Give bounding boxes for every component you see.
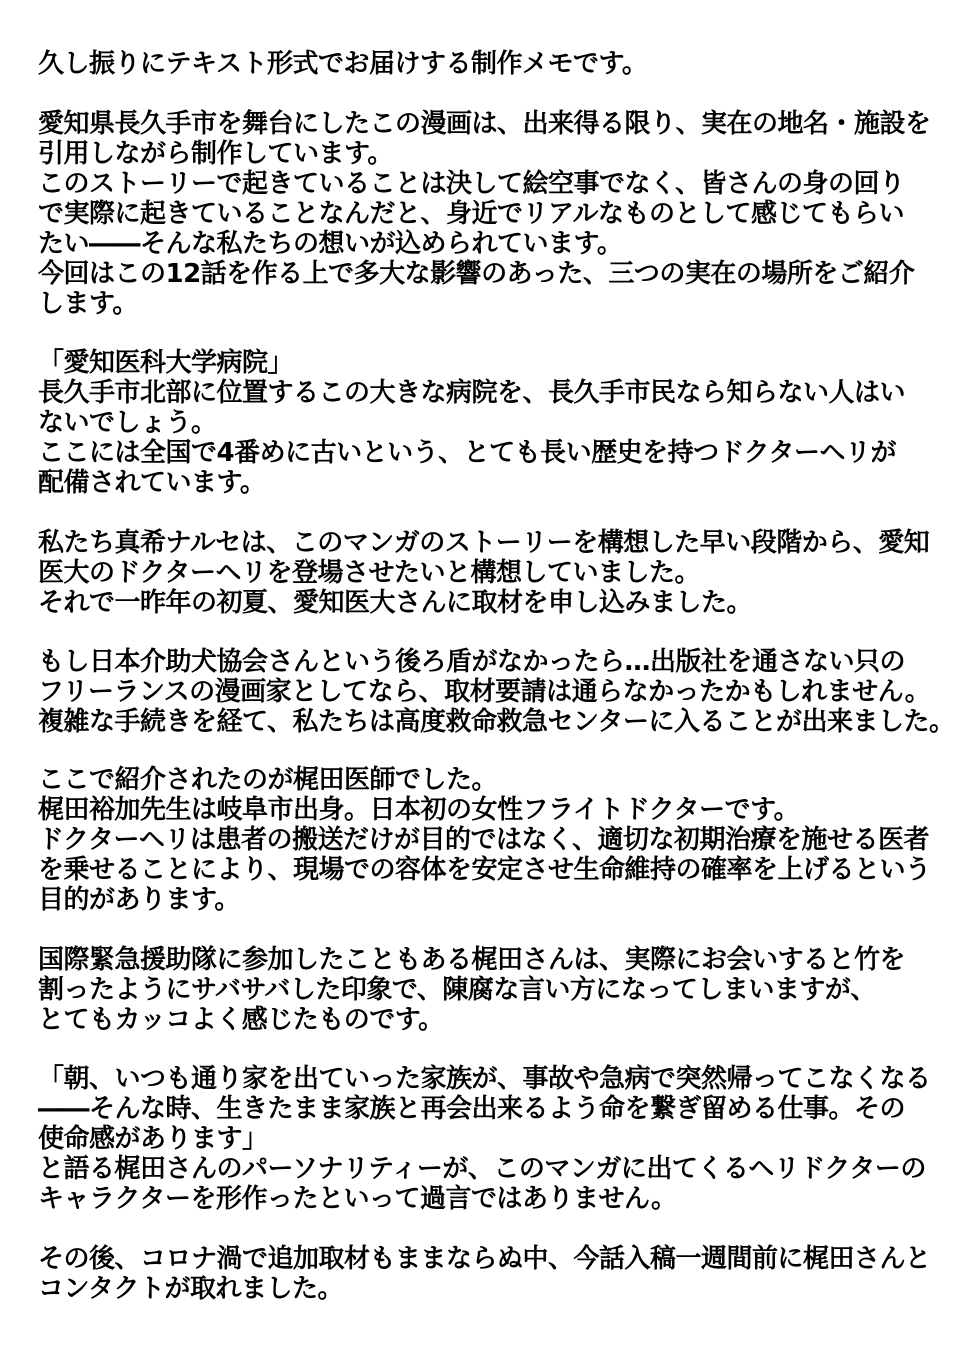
quote-line: ――そんな時、生きたまま家族と再会出来るよう命を繋ぎ留める仕事。その bbox=[38, 1094, 906, 1124]
text-line: 引用しながら制作しています。 bbox=[38, 139, 393, 169]
text-line: その後、コロナ渦で追加取材もままならぬ中、今話入稿一週間前に梶田さんと bbox=[38, 1244, 931, 1274]
text-line: 今回はこの12話を作る上で多大な影響のあった、三つの実在の場所をご紹介 bbox=[38, 259, 915, 289]
text-line: ここで紹介されたのが梶田医師でした。 bbox=[38, 765, 498, 795]
section-heading: 「愛知医科大学病院」 bbox=[38, 348, 294, 378]
text-line: と語る梶田さんのパーソナリティーが、このマンガに出てくるヘリドクターの bbox=[38, 1154, 926, 1184]
text-line: それで一昨年の初夏、愛知医大さんに取材を申し込みました。 bbox=[38, 588, 753, 618]
text-line: たい――そんな私たちの想いが込められています。 bbox=[38, 229, 623, 259]
text-line: 割ったようにサバサバした印象で、陳腐な言い方になってしまいますが、 bbox=[38, 975, 876, 1005]
text-line: 梶田裕加先生は岐阜市出身。日本初の女性フライトドクターです。 bbox=[38, 795, 800, 825]
text-line: フリーランスの漫画家としてなら、取材要請は通らなかったかもしれません。 bbox=[38, 677, 931, 707]
text-line: で実際に起きていることなんだと、身近でリアルなものとして感じてもらい bbox=[38, 199, 904, 229]
quote-line: 使命感があります」 bbox=[38, 1124, 268, 1154]
text-line: 国際緊急援助隊に参加したこともある梶田さんは、実際にお会いすると竹を bbox=[38, 945, 906, 975]
text-line: コンタクトが取れました。 bbox=[38, 1274, 343, 1304]
text-line: を乗せることにより、現場での容体を安定させ生命維持の確率を上げるという bbox=[38, 855, 931, 885]
text-line: キャラクターを形作ったといって過言ではありません。 bbox=[38, 1184, 677, 1214]
text-line: ここには全国で4番めに古いという、とても長い歴史を持つドクターヘリが bbox=[38, 438, 897, 468]
text-line: 複雑な手続きを経て、私たちは高度救命救急センターに入ることが出来ました。 bbox=[38, 707, 955, 737]
text-line: このストーリーで起きていることは決して絵空事でなく、皆さんの身の回り bbox=[38, 169, 905, 199]
text-line: 配備されています。 bbox=[38, 468, 266, 498]
text-line: とてもカッコよく感じたものです。 bbox=[38, 1005, 444, 1035]
text-line: もし日本介助犬協会さんという後ろ盾がなかったら…出版社を通さない只の bbox=[38, 647, 906, 677]
text-line: 目的があります。 bbox=[38, 885, 240, 915]
text-line: 愛知県長久手市を舞台にしたこの漫画は、出来得る限り、実在の地名・施設を bbox=[38, 109, 931, 139]
text-line: 長久手市北部に位置するこの大きな病院を、長久手市民なら知らない人はい bbox=[38, 378, 906, 408]
text-line: 医大のドクターヘリを登場させたいと構想していました。 bbox=[38, 558, 700, 588]
text-line: 久し振りにテキスト形式でお届けする制作メモです。 bbox=[38, 49, 648, 79]
text-line: します。 bbox=[38, 289, 138, 319]
text-line: 私たち真希ナルセは、このマンガのストーリーを構想した早い段階から、愛知 bbox=[38, 528, 930, 558]
text-line: ドクターヘリは患者の搬送だけが目的ではなく、適切な初期治療を施せる医者 bbox=[38, 825, 929, 855]
text-line: ないでしょう。 bbox=[38, 408, 217, 438]
quote-line: 「朝、いつも通り家を出ていった家族が、事故や急病で突然帰ってこなくなる bbox=[38, 1064, 931, 1094]
